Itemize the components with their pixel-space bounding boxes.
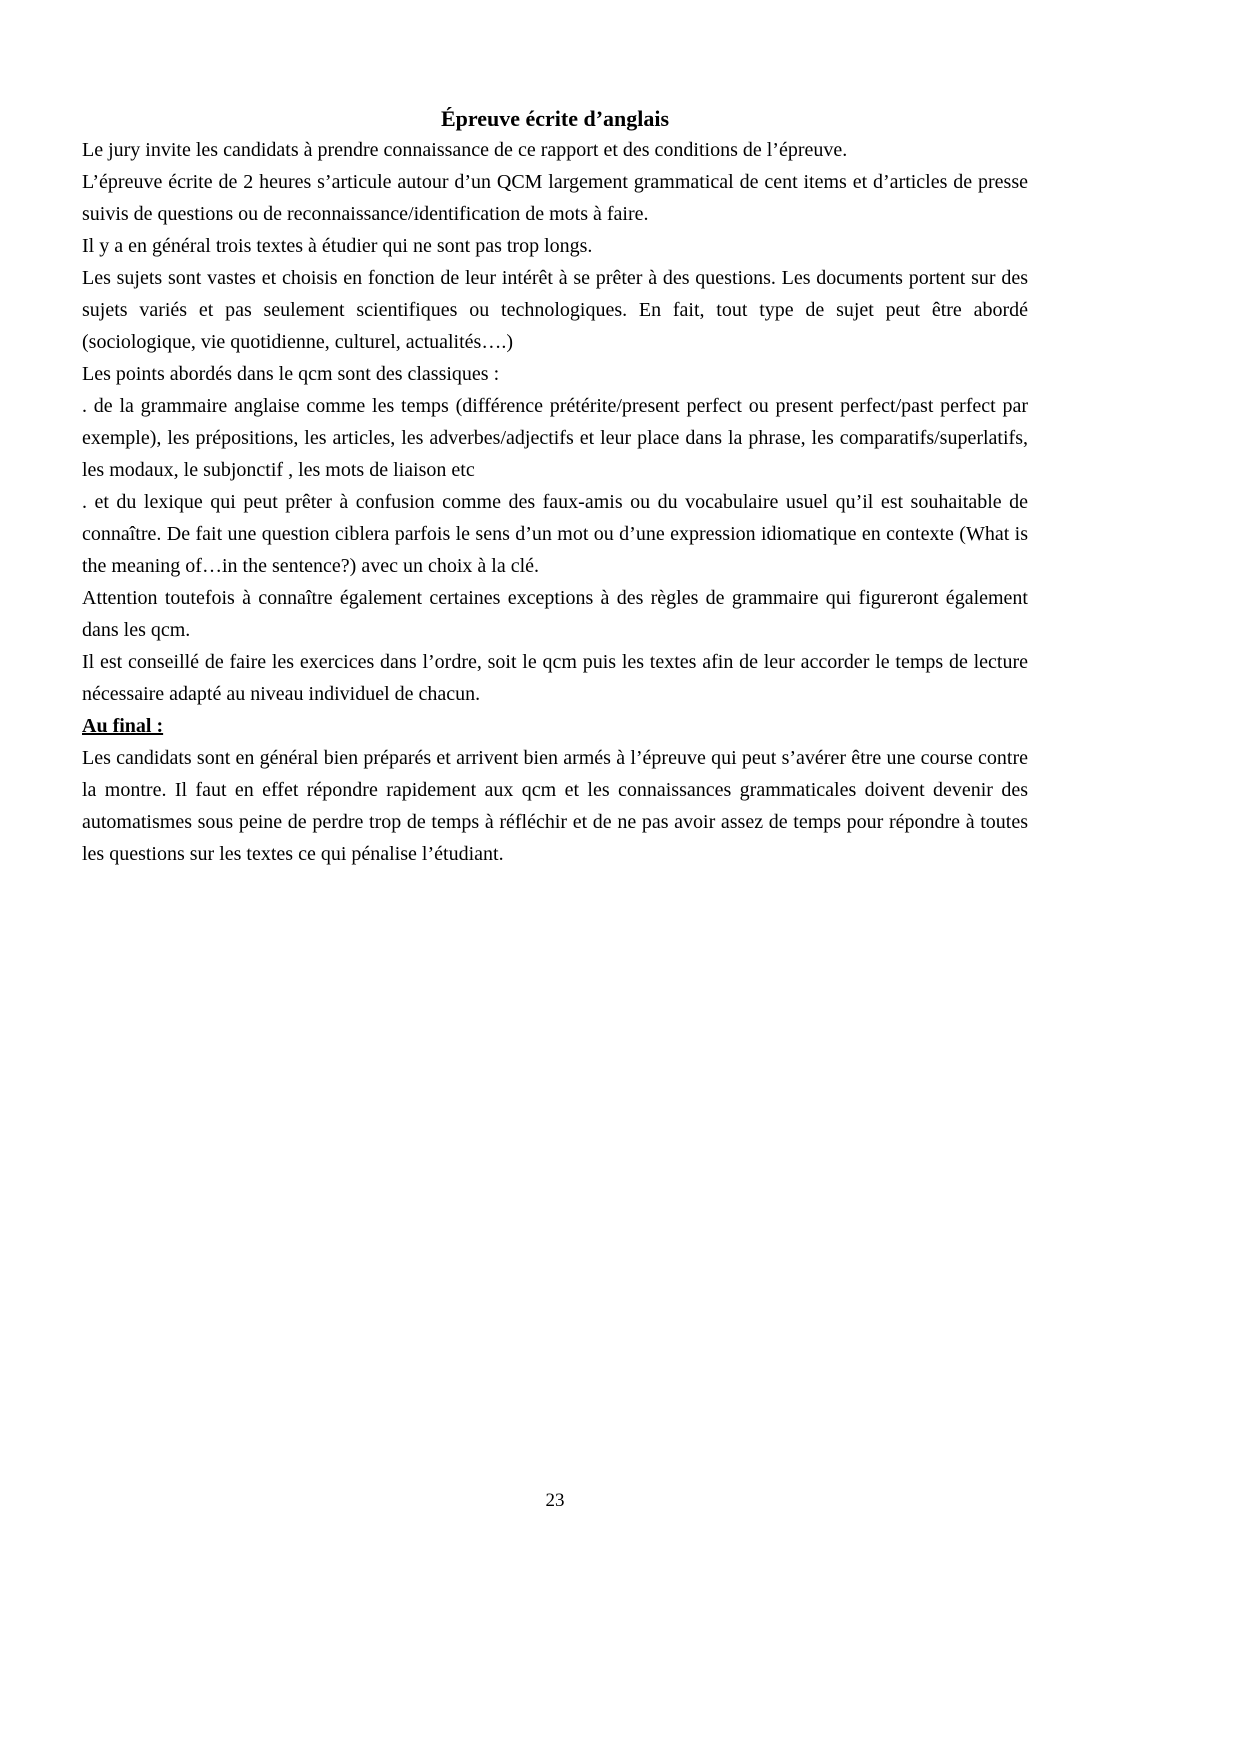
paragraph-conseil-ordre: Il est conseillé de faire les exercices dans l’ordre, soit le qcm puis les textes afin de leur accorder le temps de lecture nécessaire adapté au niveau individuel de chacun.: [82, 651, 1028, 705]
paragraph-grammaire-anglaise: . de la grammaire anglaise comme les temps (différence prétérite/present perfect ou present perfect/past perfect par exemple), les prépositions, les articles, les adverbes/adjectifs et leur place dans la phrase, les comparatifs/superlatifs, les modaux, le subjonctif , les mots de liaison etc: [82, 395, 1028, 481]
section-heading-au-final: [82, 710, 1028, 742]
paragraph-sujets-vastes: Les sujets sont vastes et choisis en fonction de leur intérêt à se prêter à des questions. Les documents portent sur des sujets variés et pas seulement scientifiques ou technologiques. En fait, tout type de sujet peut être abordé (sociologique, vie quotidienne, culturel, actualités….): [82, 267, 1028, 353]
document-title: Épreuve écrite d’anglais: [440, 106, 670, 131]
paragraph-lexique: . et du lexique qui peut prêter à confusion comme des faux-amis ou du vocabulaire usuel qu’il est souhaitable de connaître. De fait une question ciblera parfois le sens d’un mot ou d’une expression idiomatique en contexte (What is the meaning of…in the sentence?) avec un choix à la clé.: [82, 491, 1028, 577]
page-number: 23: [545, 1490, 565, 1511]
paragraph-epreuve-ecrite: L’épreuve écrite de 2 heures s’articule autour d’un QCM largement grammatical de cent items et d’articles de presse suivis de questions ou de reconnaissance/identification de mots à faire.: [82, 171, 1028, 225]
paragraph-trois-textes: Il y a en général trois textes à étudier qui ne sont pas trop longs.: [82, 235, 593, 257]
document-content: [82, 0, 1028, 870]
section-heading-text: Au final :: [82, 715, 164, 737]
paragraph-jury-invite: Le jury invite les candidats à prendre connaissance de ce rapport et des conditions de l’épreuve.: [82, 139, 848, 161]
closing-paragraph: Les candidats sont en général bien préparés et arrivent bien armés à l’épreuve qui peut s’avérer être une course contre la montre. Il faut en effet répondre rapidement aux qcm et les connaissances grammaticales doivent devenir des automatismes sous peine de perdre trop de temps à réfléchir et de ne pas avoir assez de temps pour répondre à toutes les questions sur les textes ce qui pénalise l’étudiant.: [82, 747, 1028, 865]
paragraph-attention-exceptions: Attention toutefois à connaître également certaines exceptions à des règles de grammaire qui figureront également dans les qcm.: [82, 587, 1028, 641]
paragraph-points-abordes: Les points abordés dans le qcm sont des classiques :: [82, 363, 500, 385]
